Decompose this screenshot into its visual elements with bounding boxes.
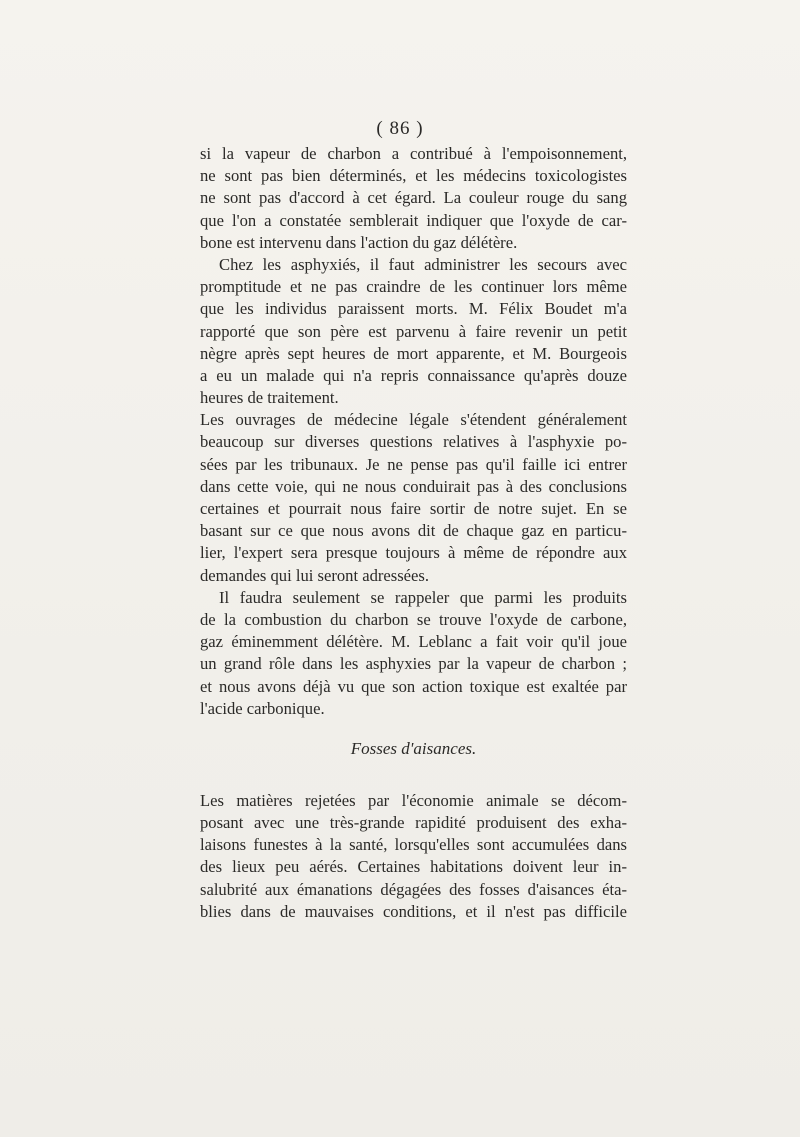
text-line: a eu un malade qui n'a repris connaissance qu'après douze bbox=[200, 365, 627, 385]
text-line: blies dans de mauvaises conditions, et il n'est pas difficile bbox=[200, 901, 627, 921]
text-line: Les ouvrages de médecine légale s'étendent généralement bbox=[200, 410, 627, 430]
body-text bbox=[200, 143, 627, 923]
paragraph bbox=[200, 254, 627, 409]
spacer bbox=[200, 778, 627, 790]
paragraph bbox=[200, 587, 627, 720]
text-line: Il faudra seulement se rappeler que parmi les produits bbox=[219, 587, 627, 607]
section-title: Fosses d'aisances. bbox=[350, 738, 477, 758]
page-number: ( 86 ) bbox=[376, 118, 424, 139]
text-line: rapporté que son père est parvenu à faire revenir un petit bbox=[200, 321, 627, 341]
text-line: des lieux peu aérés. Certaines habitations doivent leur in- bbox=[200, 857, 627, 877]
text-line: laisons funestes à la santé, lorsqu'elles sont accumulées dans bbox=[200, 835, 627, 855]
paragraph bbox=[200, 790, 627, 923]
text-line: basant sur ce que nous avons dit de chaque gaz en particu- bbox=[200, 521, 627, 541]
text-line: que les individus paraissent morts. M. Félix Boudet m'a bbox=[200, 299, 627, 319]
text-line: gaz éminemment délétère. M. Leblanc a fait voir qu'il joue bbox=[200, 632, 627, 652]
text-line: ne sont pas d'accord à cet égard. La couleur rouge du sang bbox=[200, 188, 627, 208]
text-line: si la vapeur de charbon a contribué à l'empoisonnement, bbox=[200, 144, 627, 163]
text-line: l'acide carbonique. bbox=[200, 698, 325, 718]
text-line: Les matières rejetées par l'économie animale se décom- bbox=[200, 790, 627, 810]
text-line: dans cette voie, qui ne nous conduirait pas à des conclusions bbox=[200, 476, 627, 496]
paragraph bbox=[200, 143, 627, 254]
text-line: sées par les tribunaux. Je ne pense pas qu'il faille ici entrer bbox=[200, 454, 627, 474]
text-line: certaines et pourrait nous faire sortir de notre sujet. En se bbox=[200, 499, 627, 518]
paragraph bbox=[200, 409, 627, 587]
text-line: beaucoup sur diverses questions relatives à l'asphyxie po- bbox=[200, 432, 627, 452]
text-line: que l'on a constatée semblerait indiquer que l'oxyde de car- bbox=[200, 210, 627, 230]
text-line: salubrité aux émanations dégagées des fosses d'aisances éta- bbox=[200, 879, 627, 899]
text-line: un grand rôle dans les asphyxies par la vapeur de charbon ; bbox=[200, 654, 627, 674]
text-line: lier, l'expert sera presque toujours à même de répondre aux bbox=[200, 543, 627, 563]
text-line: promptitude et ne pas craindre de les continuer lors même bbox=[200, 277, 627, 297]
text-line: demandes qui lui seront adressées. bbox=[200, 565, 430, 585]
text-line: ne sont pas bien déterminés, et les médecins toxicologistes bbox=[200, 166, 627, 186]
text-line: de la combustion du charbon se trouve l'oxyde de carbone, bbox=[200, 609, 627, 629]
text-line: heures de traitement. bbox=[200, 388, 339, 408]
text-line: et nous avons déjà vu que son action toxique est exaltée par bbox=[200, 676, 627, 696]
text-line: posant avec une très-grande rapidité produisent des exha- bbox=[200, 813, 627, 833]
text-line: Chez les asphyxiés, il faut administrer les secours avec bbox=[219, 254, 627, 274]
text-line: bone est intervenu dans l'action du gaz délétère. bbox=[200, 232, 518, 252]
text-line: nègre après sept heures de mort apparente, et M. Bourgeois bbox=[200, 343, 627, 363]
